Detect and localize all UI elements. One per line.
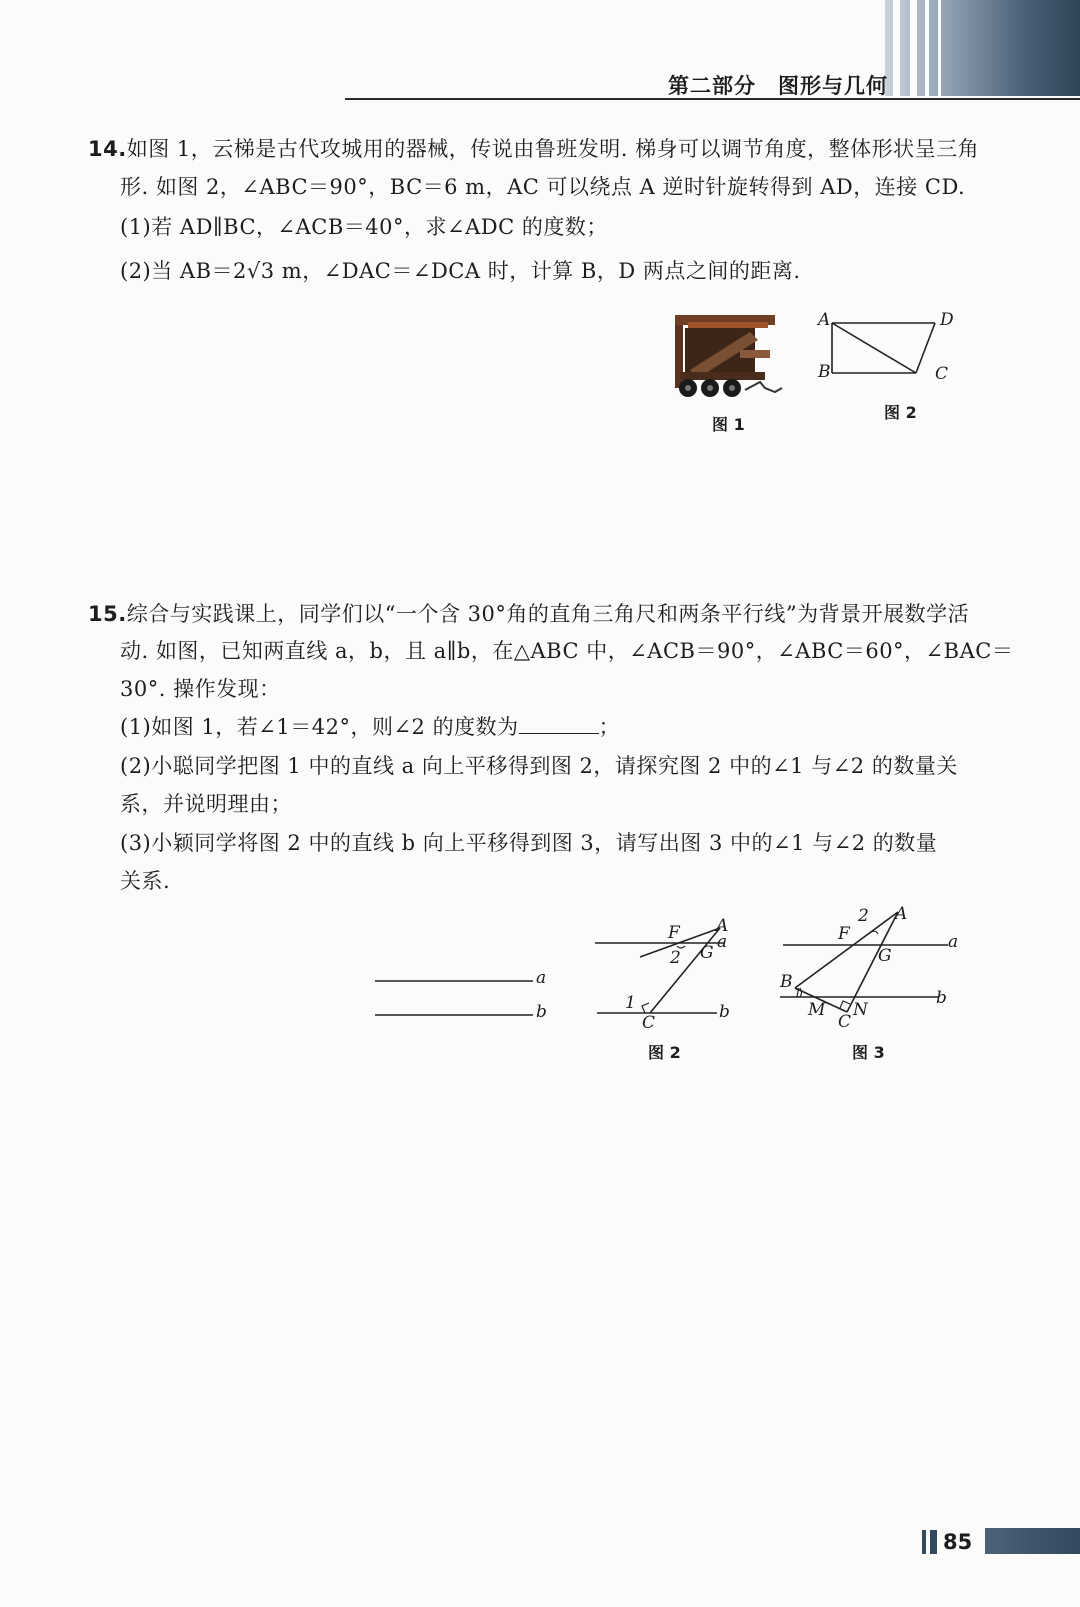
q15-fig3-diagram [780, 900, 960, 1025]
q15-number: 15. [88, 602, 127, 626]
q14-line2: 形. 如图 2，∠ABC＝90°，BC＝6 m，AC 可以绕点 A 逆时针旋转得到 AD，连接 CD. [120, 175, 966, 199]
q15-fig3-caption: 图 3 [852, 1043, 885, 1062]
header-rule [345, 98, 1080, 100]
q15-fig1-label-a: a [536, 968, 547, 988]
q15-line3: 30°. 操作发现： [120, 677, 281, 701]
header-stripe-3 [925, 0, 929, 96]
q14-fig2-label-A: A [818, 310, 831, 330]
q15-text-line1: 综合与实践课上，同学们以“一个含 30°角的直角三角尺和两条平行线”为背景开展数学活 [126, 602, 970, 626]
q15-part1 [120, 712, 620, 742]
q14-line1 [88, 134, 979, 164]
q14-fig2-label-D: D [940, 310, 954, 330]
q14-fig2-label-C: C [935, 364, 949, 384]
q15-fig2-label-2: 2 [670, 948, 681, 968]
q15-fig2-label-A: A [716, 916, 729, 936]
footer-bar-1 [922, 1530, 926, 1554]
header-stripe-1 [893, 0, 900, 96]
q15-fig3-label-F: F [838, 924, 850, 944]
q15-part3-line1: (3)小颖同学将图 2 中的直线 b 向上平移得到图 3，请写出图 3 中的∠1 与∠2 的数量 [120, 831, 938, 855]
q15-part2-line2: 系，并说明理由； [120, 792, 292, 816]
q15-fig3-label-1: 1 [794, 986, 802, 1000]
q15-fig2-label-G: G [700, 943, 714, 963]
q15-line2: 动. 如图，已知两直线 a，b，且 a∥b，在△ABC 中，∠ACB＝90°，∠ABC＝60°，∠BAC＝ [120, 639, 1014, 663]
q15-fig3-label-b: b [936, 988, 947, 1008]
q15-fig3-label-2: 2 [858, 906, 869, 926]
q15-fig3-label-G: G [878, 946, 892, 966]
q15-fig3-label-N: N [853, 1000, 868, 1020]
q15-fig1-label-b: b [536, 1002, 547, 1022]
q15-fig2-caption: 图 2 [648, 1043, 681, 1062]
q15-fig2-label-a: a [717, 932, 728, 952]
q15-line1 [88, 599, 969, 629]
q15-fig3-label-a: a [948, 932, 959, 952]
q15-fig3-label-A: A [895, 904, 908, 924]
q14-part2: (2)当 AB＝2√3 m，∠DAC＝∠DCA 时，计算 B，D 两点之间的距离. [120, 259, 801, 283]
page-number: 85 [943, 1530, 973, 1554]
header-stripe-2 [910, 0, 917, 96]
header-stripe-4 [938, 0, 941, 96]
answer-blank[interactable] [519, 715, 599, 734]
q15-fig2-label-C: C [642, 1013, 656, 1033]
footer-bar-2 [930, 1530, 937, 1554]
q15-part3-line2: 关系. [120, 869, 171, 893]
q15-fig3-label-B: B [780, 972, 793, 992]
q15-fig2-label-b: b [719, 1002, 730, 1022]
q15-fig2-diagram [595, 920, 735, 1025]
q15-fig2-label-1: 1 [625, 993, 636, 1013]
q15-fig3-label-C: C [838, 1012, 852, 1032]
section-title: 第二部分 图形与几何 [668, 74, 888, 98]
q14-fig1-caption: 图 1 [712, 415, 745, 434]
q14-part1: (1)若 AD∥BC，∠ACB＝40°，求∠ADC 的度数； [120, 215, 608, 239]
footer-bar-3 [985, 1528, 1080, 1554]
q15-fig1-diagram [375, 965, 545, 1025]
q14-fig1-siege-ladder [670, 310, 790, 405]
q15-fig2-label-F: F [668, 923, 680, 943]
q14-fig2-caption: 图 2 [884, 403, 917, 422]
q14-text-line1: 如图 1，云梯是古代攻城用的器械，传说由鲁班发明. 梯身可以调节角度，整体形状呈三角 [126, 137, 980, 161]
q14-number: 14. [88, 137, 127, 161]
q15-part2-line1: (2)小聪同学把图 1 中的直线 a 向上平移得到图 2，请探究图 2 中的∠1 与∠2 的数量关 [120, 754, 958, 778]
q15-part1-prefix: (1)如图 1，若∠1＝42°，则∠2 的度数为 [120, 715, 519, 739]
q15-fig3-label-M: M [808, 1000, 826, 1020]
q15-part1-suffix: ； [598, 715, 621, 739]
q14-fig2-label-B: B [818, 362, 831, 382]
